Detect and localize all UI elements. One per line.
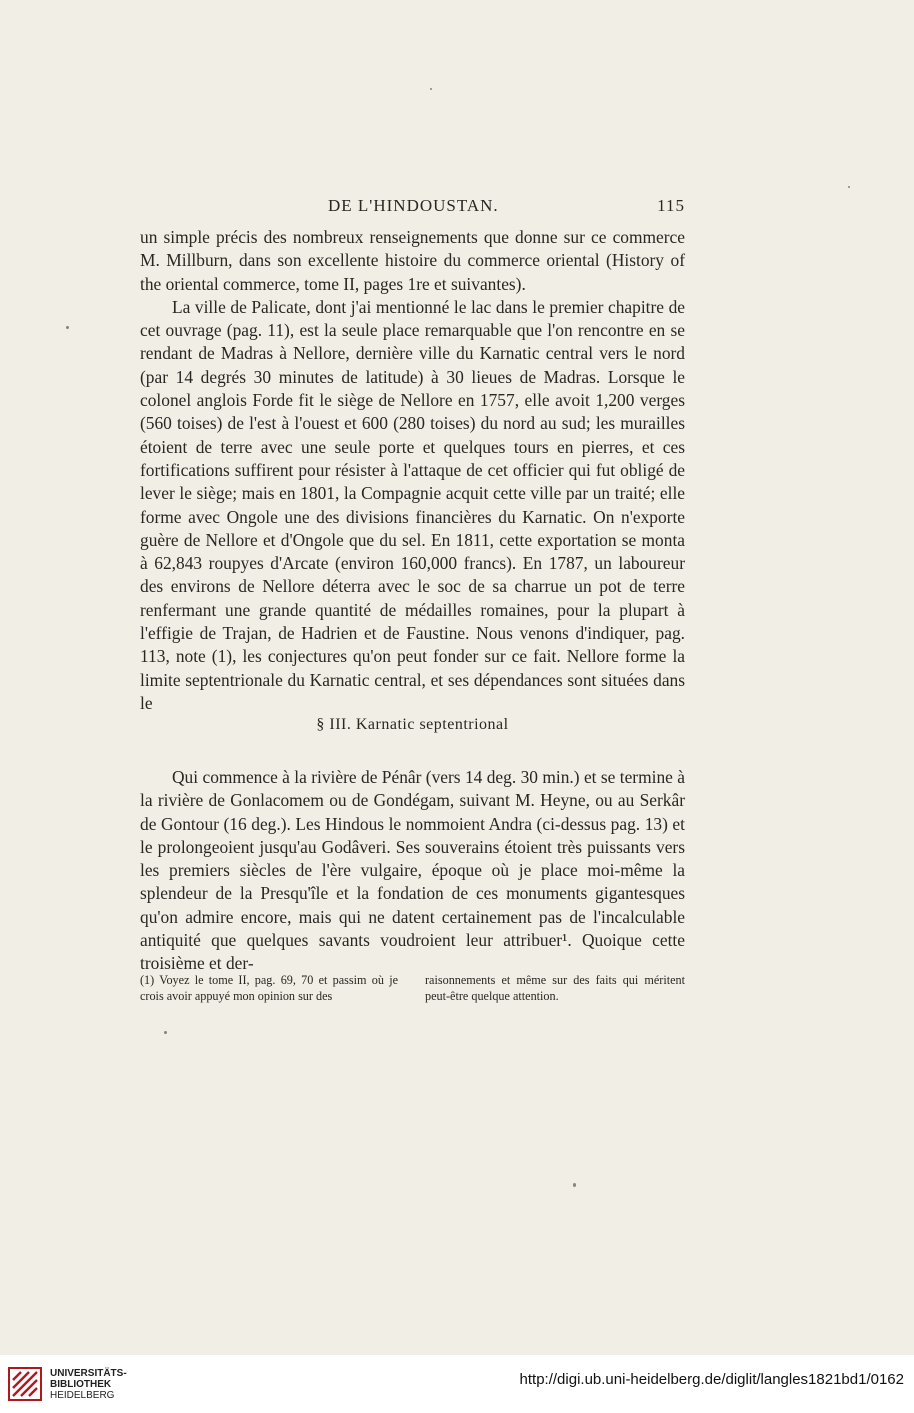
paragraph-1: un simple précis des nombreux renseignements que donne sur ce commerce M. Millburn, dans son excellente histoire du commerce oriental (History of the oriental commerce, tome II, pages 1re et suivantes). — [140, 227, 685, 294]
body-text-upper — [140, 226, 685, 715]
footnotes — [140, 972, 685, 1004]
logo-line-1: UNIVERSITÄTS- — [50, 1368, 127, 1379]
paper-speck — [430, 88, 432, 90]
footnote-left: (1) Voyez le tome II, pag. 69, 70 et passim où je crois avoir appuyé mon opinion sur des — [140, 973, 398, 1003]
paper-speck — [164, 1031, 167, 1034]
page-header — [140, 196, 685, 220]
permalink-url[interactable]: http://digi.ub.uni-heidelberg.de/diglit/langles1821bd1/0162 — [519, 1371, 904, 1388]
library-footer — [0, 1355, 914, 1413]
body-text-lower — [140, 766, 685, 976]
paragraph-3: Qui commence à la rivière de Pénâr (vers 14 deg. 30 min.) et se termine à la rivière de Gonlacomem ou de Gondégam, suivant M. Heyne, ou au Serkâr de Gontour (16 deg.). Les Hindous le nommoient Andra (ci-dessus pag. 13) et le prolongeoient jusqu'au Godâveri. Ses souverains étoient très puissants vers les premiers siècles de l'ère vulgaire, époque où je place moi-même la splendeur de la Presqu'île et la fondation de ces monuments gigantesques qu'on admire encore, mais qui ne datent certainement pas de l'incalculable antiquité que quelques savants voudroient leur attribuer¹. Quoique cette troisième et der- — [140, 767, 685, 974]
section-heading: § III. Karnatic septentrional — [316, 716, 509, 733]
library-logo-text — [50, 1368, 127, 1401]
page-number: 115 — [657, 196, 685, 215]
paper-speck — [573, 1183, 576, 1187]
paragraph-2: La ville de Palicate, dont j'ai mentionné le lac dans le premier chapitre de cet ouvrage (pag. 11), est la seule place remarquable que l'on rencontre en se rendant de Madras à Nellore, dernière ville du Karnatic central vers le nord (par 14 degrés 30 minutes de latitude) à 30 lieues de Madras. Lorsque le colonel anglois Forde fit le siège de Nellore en 1757, elle avoit 1,200 verges (560 toises) de l'est à l'ouest et 600 (280 toises) du nord au sud; les murailles étoient de terre avec une seule porte et quelques tours en pierres, et ces fortifications suffirent pour résister à l'attaque de cet officier qui fut obligé de lever le siège; mais en 1801, la Compagnie acquit cette ville par un traité; elle forme avec Ongole une des divisions financières du Karnatic. On n'exporte guère de Nellore et d'Ongole que du sel. En 1811, cette exportation se monta à 62,843 roupyes d'Arcate (environ 160,000 francs). En 1787, un laboureur des environs de Nellore déterra avec le soc de sa charrue un pot de terre renfermant une grande quantité de médailles romaines, pour la plupart à l'effigie de Trajan, de Hadrien et de Faustine. Nous venons d'indiquer, pag. 113, note (1), les conjectures qu'on peut fonder sur ce fait. Nellore forme la limite septentrionale du Karnatic central, et ses dépendances sont situées dans le — [140, 296, 685, 713]
logo-line-2: BIBLIOTHEK — [50, 1379, 112, 1390]
paper-speck — [66, 326, 69, 329]
footnote-right: raisonnements et même sur des faits qui méritent peut-être quelque attention. — [425, 973, 685, 1003]
running-title: DE L'HINDOUSTAN. — [328, 196, 499, 215]
paper-speck — [848, 186, 850, 188]
library-logo-icon — [8, 1367, 42, 1401]
logo-line-3: HEIDELBERG — [50, 1390, 115, 1401]
